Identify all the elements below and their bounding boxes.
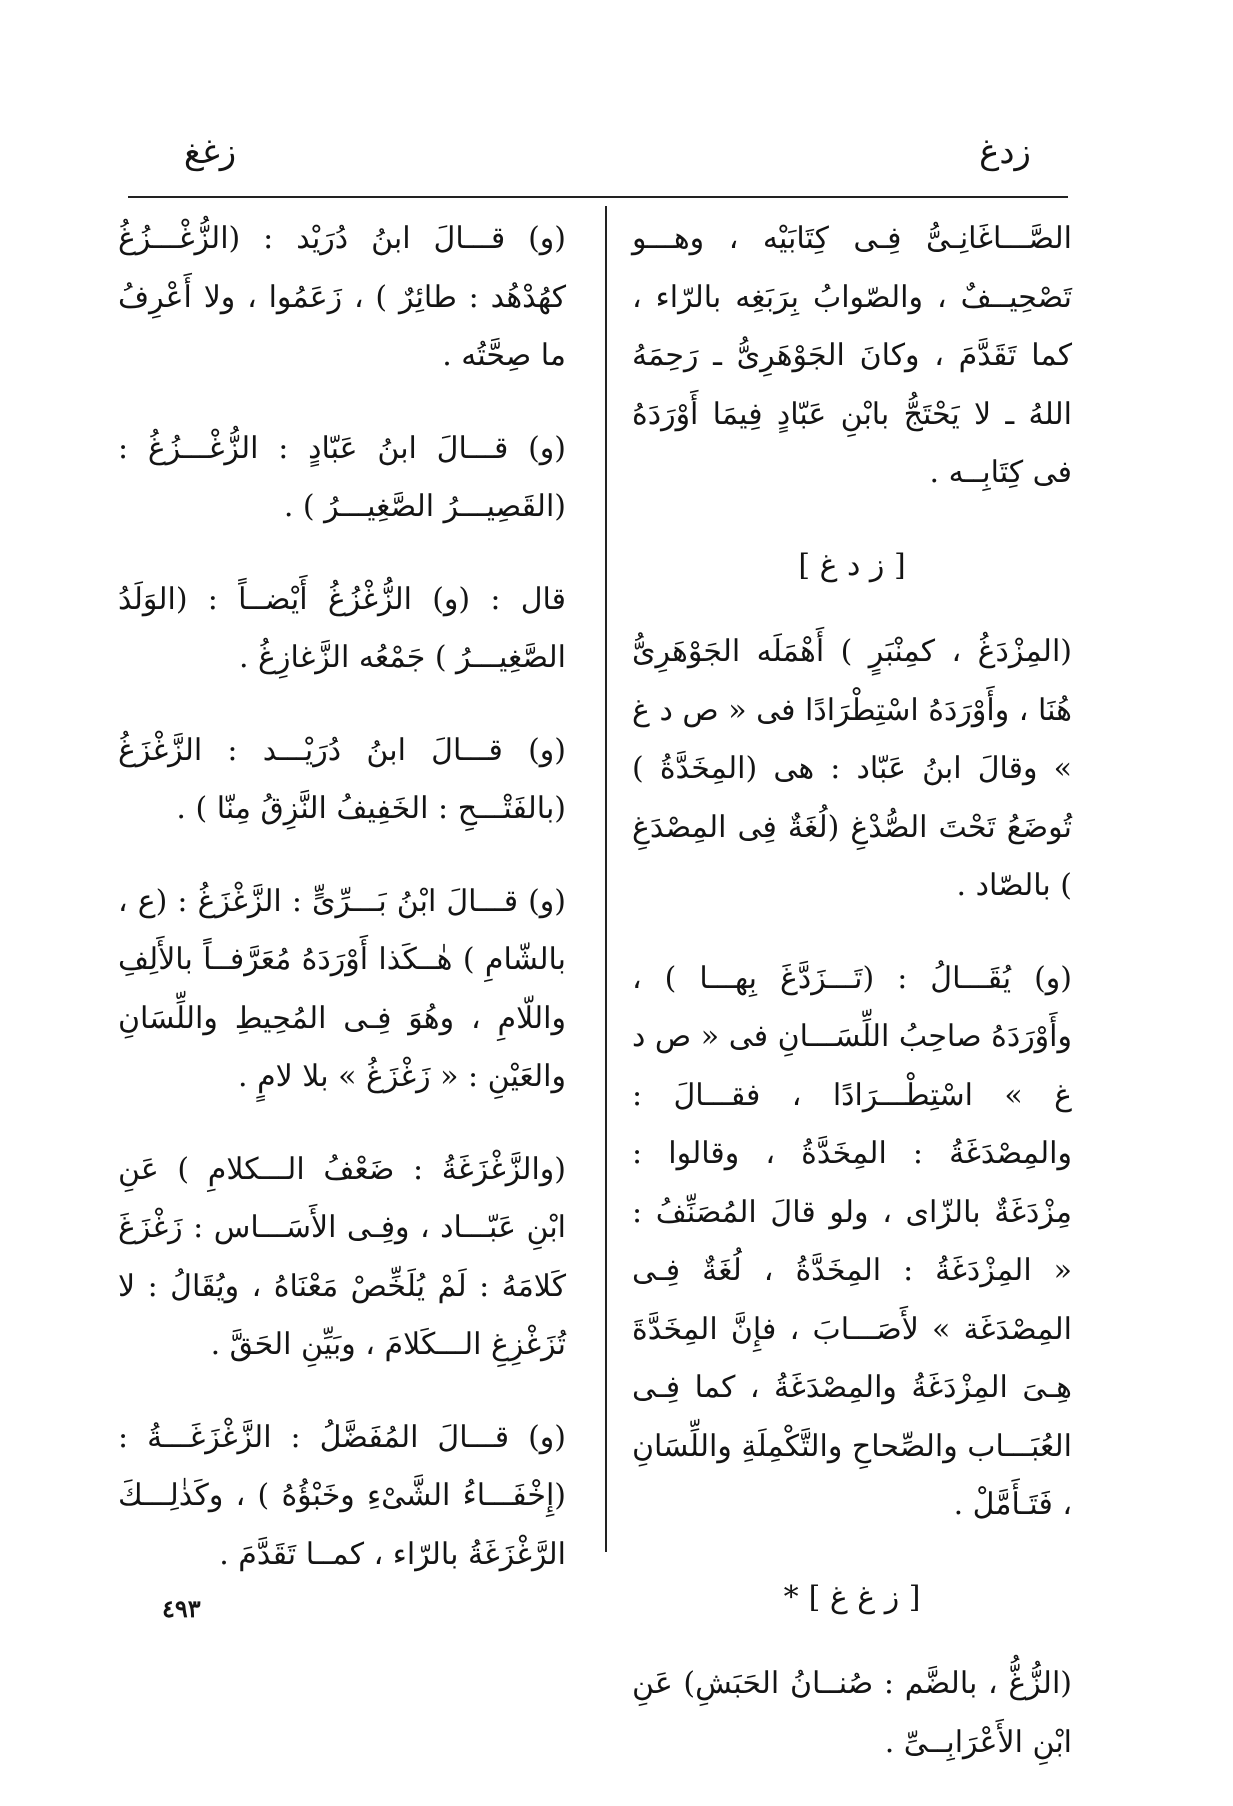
entry-zaghzagh-place (118, 873, 566, 1107)
entry-text: (و) قـــالَ المُفَضَّلُ : الزَّغْزَغَـــةُ : (إِخْفَـــاءُ الشَّىْءِ وخَبْؤُهُ ) ، وكَذٰلِـــكَ الرَّغْزَغَةُ بالرّاء ، كمــا تَقَدَّمَ . (118, 1419, 566, 1572)
entry-text: (والزَّغْزَغَةُ : ضَعْفُ الـــكلامِ ) عَنِ ابْنِ عَبّـــاد ، وفِـى الأَسَـــاس : زَغْزَغَ كَلامَهُ : لَمْ يُلَخِّصْ مَعْنَاهُ ، ويُقَالُ : لا تُزَغْزِغِ الـــكَلامَ ، وبَيِّنِ الحَقَّ . (118, 1151, 566, 1362)
entry-zughzugh-short (118, 420, 566, 537)
entry-text: قال : (و) الزُّغْزُغُ أَيْضــاً : (الوَلَدُ الصَّغِيـــرُ ) جَمْعُه الزَّغازِغُ . (118, 581, 566, 675)
entry-zaghzagha-weak (118, 1141, 566, 1375)
entry-text: (المِزْدَغُ ، كمِنْبَرٍ ) أَهْمَلَه الجَوْهَرِىُّ هُنَا ، وأَوْرَدَهُ اسْتِطْرَادًا فى « ص د غ » وقالَ ابنُ عَبّاد : هى (المِخَدَّةُ ) تُوضَعُ تَحْتَ الصُّدْغِ (لُغَةٌ فِى المِصْدَغِ ) بالصّاد . (632, 634, 1072, 903)
running-head-left: زغغ (183, 132, 237, 172)
running-head-right: زدغ (979, 132, 1031, 172)
entry-tazaddagha (632, 950, 1072, 1535)
header-rule (128, 196, 1068, 198)
entry-text: الصَّـــاغَانِـىُّ فِـى كِتَابَيْه ، وهـــو تَصْحِيــفٌ ، والصّوابُ بِرَبَغِه بالرّاء ، كما تَقَدَّمَ ، وكانَ الجَوْهَرِىُّ ـ رَحِمَهُ اللهُ ـ لا يَحْتَجُّ بابْنِ عَبّادٍ فِيمَا أَوْرَدَهُ فى كِتَابِــه . (632, 221, 1072, 490)
headword-zghgh (632, 1569, 1072, 1628)
right-column (632, 210, 1072, 1806)
left-column (118, 210, 566, 1618)
entry-text: (الزُّغُّ ، بالضَّم : صُنــانُ الحَبَشِ) عَنِ ابْنِ الأَعْرَابِــىِّ . (632, 1666, 1072, 1760)
headword-label: [ ز غ غ ] (808, 1579, 921, 1615)
entry-zughzugh-bird (118, 210, 566, 386)
entry-continuation (632, 210, 1072, 503)
entry-zaghzagha-hide (118, 1409, 566, 1585)
entry-mizdagh (632, 623, 1072, 916)
headword-label: [ ز د غ ] (798, 547, 906, 583)
entry-zughgh (632, 1655, 1072, 1772)
entry-text: (و) يُقَـــالُ : (تَـــزَدَّغَ بِهـــا ) ، وأَوْرَدَهُ صاحِبُ اللِّسَـــانِ فى « ص د غ » اسْتِطْـــرَادًا ، فقـــالَ : والمِصْدَغَةُ : المِخَدَّةُ ، وقالوا : مِزْدَغَةٌ بالزّاى ، ولو قالَ المُصَنِّفُ : « المِزْدَغَةُ : المِخَدَّةُ ، لُغَةٌ فِـى المِصْدَغَة » لأَصَـــابَ ، فإِنَّ المِخَدَّةَ هِـىَ المِزْدَغَةُ والمِصْدَغَةُ ، كما فِـى العُبَـــاب والصِّحاحِ والتَّكْمِلَةِ واللِّسَانِ ، فَتَـأَمَّلْ . (632, 960, 1072, 1522)
page-number: ٤٩٣ (162, 1594, 201, 1623)
entry-text: (و) قـــالَ ابنُ عَبّادٍ : الزُّغْـــزُغُ : (القَصِيـــرُ الصَّغِيـــرُ ) . (118, 430, 566, 524)
entry-text: (و) قـــالَ ابنُ دُرَيْد : (الزُّغْـــزُغُ كهُدْهُد : طائِرٌ ) ، زَعَمُوا ، ولا أَعْرِفُ ما صِحَّتُه . (118, 221, 566, 373)
entry-text: (و) قـــالَ ابْنُ بَـــرِّىٍّ : الزَّغْزَغُ : (ع ، بالشّامِ ) هٰــكَذا أَوْرَدَهُ مُعَرَّفــاً بالأَلِفِ واللّامِ ، وهُوَ فِـى المُحِيطِ واللِّسَانِ والعَيْنِ : « زَغْزَغُ » بلا لامٍ . (118, 883, 566, 1094)
star-marker: * (783, 1579, 799, 1615)
entry-zughzugh-child (118, 571, 566, 688)
entry-text: (و) قـــالَ ابنُ دُرَيْـــد : الزَّغْزَغُ (بالفَتْـــحِ : الخَفِيفُ النَّزِقُ مِنّا ) . (118, 732, 566, 826)
entry-zaghzagh-light (118, 722, 566, 839)
headword-zdgh (632, 537, 1072, 596)
column-divider (605, 206, 607, 1552)
